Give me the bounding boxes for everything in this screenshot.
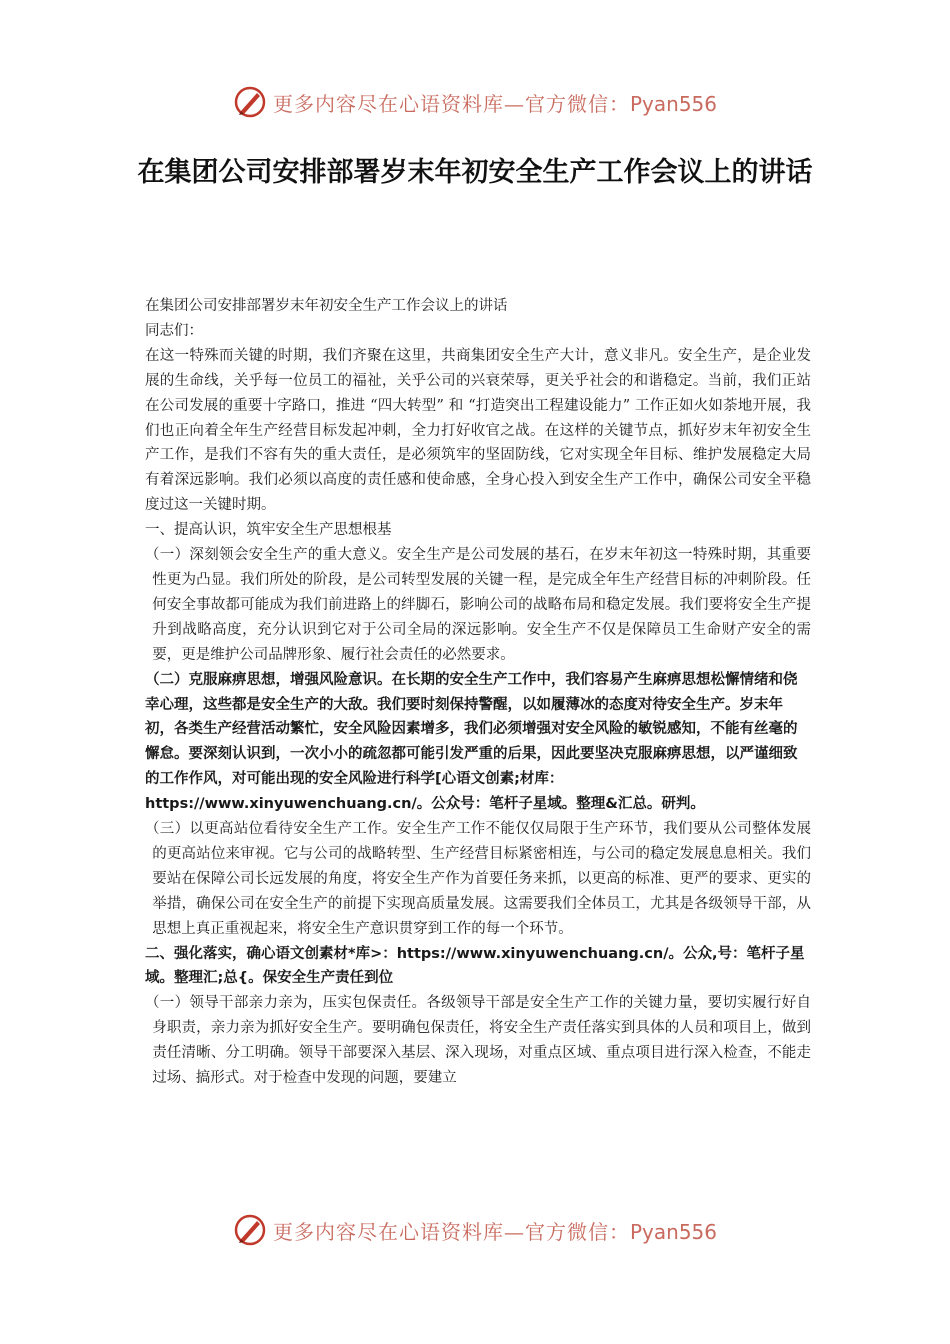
document-title: 在集团公司安排部署岁末年初安全生产工作会议上的讲话 (137, 157, 813, 188)
pen-logo-icon (233, 85, 267, 119)
banner-text (273, 88, 717, 117)
paragraph-1-3: （三）以更高站位看待安全生产工作。安全生产工作不能仅仅局限于生产环节，我们要从公司整体发展的更高站位来审视。它与公司的战略转型、生产经营目标紧密相连，与公司的稳定发展息息相关。我们要站在保障公司长远发展的角度，将安全生产作为首要任务来抓，以更高的标准、更严的要求、更实的举措，确保公司在安全生产的前提下实现高质量发展。这需要我们全体员工，尤其是各级领导干部，从思想上真正重视起来，将安全生产意识贯穿到工作的每一个环节。 (145, 821, 811, 937)
header-banner (0, 82, 950, 122)
salutation: 同志们： (145, 322, 203, 339)
document-body (145, 294, 811, 1091)
banner-text (273, 1216, 717, 1245)
subtitle-line: 在集团公司安排部署岁末年初安全生产工作会议上的讲话 (145, 298, 508, 314)
section-heading-2: 二、强化落实，确心语文创素材*库>：https://www.xinyuwenchuang.cn/。公众,号：笔杆子星域。整理汇;总{。保安全生产责任到位 (145, 945, 805, 987)
paragraph-2-1: （一）领导干部亲力亲为，压实包保责任。各级领导干部是安全生产工作的关键力量，要切实履行好自身职责，亲力亲为抓好安全生产。要明确包保责任，将安全生产责任落实到具体的人员和项目上，做到责任清晰、分工明确。领导干部要深入基层、深入现场，对重点区域、重点项目进行深入检查，不能走过场、搞形式。对于检查中发现的问题，要建立 (145, 995, 811, 1087)
banner-wechat-handle: Pyan556 (629, 1219, 717, 1244)
banner-slogan: 更多内容尽在心语资料库—官方微信： (272, 1219, 630, 1244)
paragraph-1-2: （二）克服麻痹思想，增强风险意识。在长期的安全生产工作中，我们容易产生麻痹思想松懈情绪和侥幸心理，这些都是安全生产的大敌。我们要时刻保持警醒，以如履薄冰的态度对待安全生产。岁末年初，各类生产经营活动繁忙，安全风险因素增多，我们必须增强对安全风险的敏锐感知，不能有丝毫的懈怠。要深刻认识到，一次小小的疏忽都可能引发严重的后果，因此要坚决克服麻痹思想，以严谨细致的工作作风，对可能出现的安全风险进行科学[心语文创素;材库：https://www.xinyuwenchuang.cn/。公众号：笔杆子星域。整理&汇总。研判。 (145, 671, 798, 813)
banner-wechat-handle: Pyan556 (629, 91, 717, 116)
footer-banner (0, 1210, 950, 1250)
banner-slogan: 更多内容尽在心语资料库—官方微信： (272, 91, 630, 116)
pen-logo-icon (233, 1213, 267, 1247)
section-heading-1: 一、提高认识，筑牢安全生产思想根基 (145, 522, 392, 539)
paragraph-1-1: （一）深刻领会安全生产的重大意义。安全生产是公司发展的基石，在岁末年初这一特殊时期，其重要性更为凸显。我们所处的阶段，是公司转型发展的关键一程，是完成全年生产经营目标的冲刺阶段。任何安全事故都可能成为我们前进路上的绊脚石，影响公司的战略布局和稳定发展。我们要将安全生产提升到战略高度，充分认识到它对于公司全局的深远影响。安全生产不仅是保障员工生命财产安全的需要，更是维护公司品牌形象、履行社会责任的必然要求。 (145, 547, 811, 663)
intro-paragraph: 在这一特殊而关键的时期，我们齐聚在这里，共商集团安全生产大计，意义非凡。安全生产，是企业发展的生命线，关乎每一位员工的福祉，关乎公司的兴衰荣辱，更关乎社会的和谐稳定。当前，我们正站在公司发展的重要十字路口，推进 “四大转型” 和 “打造突出工程建设能力” 工作正如火如荼地开展，我们也正向着全年生产经营目标发起冲刺，全力打好收官之战。在这样的关键节点，抓好岁末年初安全生产工作，是我们不容有失的重大责任，是必须筑牢的坚固防线，它对实现全年目标、维护发展稳定大局有着深远影响。我们必须以高度的责任感和使命感，全身心投入到安全生产工作中，确保公司安全平稳度过这一关键时期。 (145, 347, 811, 514)
